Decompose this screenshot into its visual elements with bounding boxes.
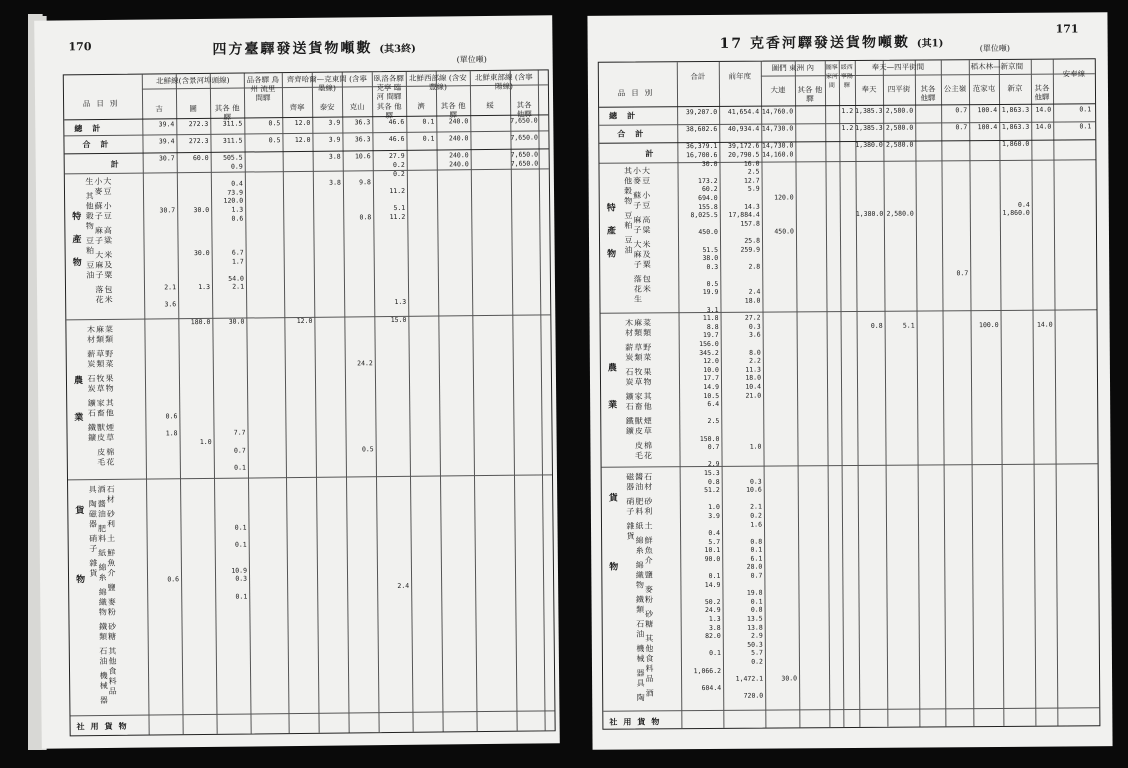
col-values: 14,760.0 14,730.0 14,730.0 14,160.0 120.0 450.0 30.0 [761, 107, 798, 683]
grand-total-label: 總計 [74, 122, 111, 134]
header-group: 品各驛 鳥州 流里 間驛 [246, 75, 280, 103]
col-header: 綏 [486, 100, 494, 111]
title-sub: (其3終) [379, 43, 416, 56]
unit-label: (單位噸) [979, 43, 1010, 54]
col-header: 其各 他驛 [1034, 83, 1050, 102]
col-values: 272.3 272.3 60.0 30.0 30.0 1.3 180.0 1.0 [188, 119, 212, 446]
col-header: 公主嶺 [943, 84, 967, 94]
col-header: 其各 他驛 [920, 84, 936, 103]
col-values: 0.1 0.1 [1079, 105, 1092, 131]
header-group: 綏西 寧陽 驛 [840, 63, 853, 90]
section-label: 貨物 [73, 505, 85, 644]
item-labels: 菜類 野菜 果物 其他 煙草 棉花 麻類 草類 牧草 家畜 獸皮 皮毛 木材 薪炭 石炭 鑛石 鐵鑛 [624, 318, 653, 462]
grand-total-label: 總計 [609, 110, 646, 121]
total-label: 合計 [82, 138, 119, 150]
col-values: 14.0 14.0 14.0 [1035, 105, 1053, 329]
col-header: 圖 [189, 104, 197, 114]
col-values: 7,650.0 7,650.0 7,650.0 7,650.0 [510, 116, 539, 168]
page-title [212, 37, 415, 59]
data-table [63, 69, 556, 736]
header-group: 合計 [690, 72, 706, 82]
col-header: 泰安 [319, 102, 335, 112]
col-header: 其各 他驛 [797, 85, 823, 104]
col-values: 311.5 311.5 505.5 0.9 0.4 73.9 120.0 1.3 0.6 6.7 1.7 54.0 2.1 30.0 7.7 0.7 0.1 0.1 0.1 10.9 0.3 0.1 [222, 119, 248, 601]
footer-label: 社用貨物 [76, 720, 133, 732]
col-values: 1,385.3 1,385.3 1,380.0 1,380.0 0.8 [855, 106, 884, 330]
header-group: 奉天—四平街間 [871, 62, 925, 72]
page-title [720, 31, 944, 53]
col-header: 奉天 [861, 84, 877, 94]
header-group: 前年度 [728, 71, 752, 81]
col-values: 100.4 100.4 100.0 [977, 105, 999, 329]
data-table [598, 58, 1101, 729]
subtotal-label: 計 [110, 158, 129, 169]
title-sub: (其1) [916, 38, 944, 50]
unit-label: (單位噸) [456, 54, 487, 65]
header-group: 北鮮西部線 (含安豐線) [408, 73, 467, 92]
section-label: 農業 [605, 362, 617, 437]
item-labels: 石材 砂利 土 鮮魚介 鹽 麥粉 砂糖 其他食料品 酒 醬油 肥料 紙 綿糸 綿織物 鐵類 石油 機械 器具 陶磁器 硝子 雜貨 [625, 472, 655, 704]
col-header: 其各 他驛 [440, 101, 466, 120]
col-values: 0.5 0.5 [268, 119, 281, 145]
header-group: 北鮮東部線 (含寧陽線) [474, 72, 533, 91]
page-number: 170 [68, 40, 92, 54]
col-header: 新京 [1007, 83, 1023, 93]
total-label: 合計 [617, 128, 654, 139]
header-group: 齊齊哈爾—克東間 (含寧墨線) [286, 74, 368, 93]
subtotal-label: 計 [645, 148, 664, 159]
section-label: 特產物 [70, 211, 81, 281]
section-label: 特產物 [604, 202, 616, 272]
col-values: 1,863.3 1,863.3 1,860.0 0.4 1,860.0 [1001, 105, 1030, 218]
col-header: 濟 [417, 101, 425, 111]
section-label: 農業 [71, 375, 83, 450]
col-header: 齊寧 [289, 102, 305, 113]
col-values: 0.7 0.7 0.7 [955, 106, 969, 278]
title-text: 克香河驛發送貨物噸數 [749, 34, 911, 52]
col-values: 3.9 3.9 3.8 3.8 [328, 118, 341, 187]
col-values: 12.0 12.0 12.0 [294, 118, 313, 325]
col-values: 41,654.4 40,934.4 39,172.6 20,790.5 16.0 2.5 12.7 5.9 14.3 17,884.4 157.8 25.8 259.9 2.8 2.4 18.0 27.2 0.3 3.6 8.0 2.2 11.3 18.0 10.4 21.0 1.0 0.3 10.6 2.1 0.2 1.6 0.8 0.1 6.1 28.0 0.7 19.8 0.1 0.8 13.5 13.8 2.9 50.3 5.7 0.2 1,472.1 720.0 [727, 107, 764, 701]
footer-label: 社用貨物 [609, 716, 666, 727]
header-group: 圖們 東洲 內 [771, 63, 814, 73]
right-page [587, 12, 1112, 750]
col-values: 39.4 39.4 30.7 30.7 2.1 3.6 0.6 1.8 0.6 [158, 120, 180, 584]
title-number: 17 [719, 35, 744, 52]
col-header: 其各 他驛 [376, 101, 402, 121]
col-header: 大連 [770, 85, 786, 95]
col-header: 克山 [349, 102, 365, 112]
col-values: 240.0 240.0 240.0 240.0 [448, 117, 469, 169]
col-header: 吉 [155, 104, 163, 114]
col-values: 2,580.0 2,580.0 2,580.0 2,580.0 5.1 [885, 106, 915, 330]
col-values: 0.1 0.1 [422, 117, 435, 143]
section-label: 貨物 [606, 492, 618, 631]
col-header: 品目別 [617, 88, 659, 98]
col-values: 46.6 46.6 27.9 0.2 0.2 11.2 5.1 11.2 1.3 15.0 2.4 [388, 117, 410, 591]
header-group: 北鮮線(含景河埠頭線) [156, 75, 230, 86]
header-group: 安奉線 [1062, 69, 1086, 79]
left-page [34, 15, 560, 748]
header-group: 臥洛各驛 克寧 臨河 間驛 [373, 73, 404, 102]
item-labels: 石材 砂利 土 鮮魚介 鹽 麥粉 砂糖 其他食料品 酒 醬油 肥料 紙 綿糸 綿織物 鐵類 石油 機械 器具 陶磁器 硝子 雜貨 [88, 484, 118, 706]
item-labels: 菜類 野菜 果物 其他 煙草 棉花 麻類 草類 牧草 家畜 獸皮 皮毛 木材 薪炭 石炭 鑛石 鐵鑛 [86, 324, 115, 468]
col-header: 范家屯 [972, 83, 996, 94]
col-header: 四平街 [887, 84, 911, 94]
title-text: 四方臺驛發送貨物噸數 [212, 40, 373, 58]
header-group: 稻木林—新京間 [970, 61, 1024, 72]
item-labels: 大豆 小豆 高粱 米及粟 包米 小麥 蘇子 麻子 大麻子 落花生 其他穀物 豆粕 豆油 [84, 176, 114, 306]
header-group: 圖寧 家河 間 [825, 64, 838, 90]
page-number: 171 [1055, 22, 1079, 36]
col-header: 其各 他驛 [516, 100, 532, 119]
col-values: 36.3 36.3 10.6 9.8 0.8 24.2 0.5 [354, 118, 374, 453]
col-values: 39,207.0 38,602.6 36,379.1 16,700.6 30.0 173.2 60.2 694.0 155.8 8,025.5 450.0 51.5 38.0 0.3 0.5 19.9 3.1 11.8 8.8 19.7 156.0 345.2 12.0 10.0 17.7 14.9 10.5 6.4 2.5 150.0 0.7 2.9 15.3 0.8 51.2 1.0 3.9 0.4 5.7 10.1 90.0 0.1 14.9 50.2 24.9 1.3 3.8 82.0 0.1 1,066.2 604.4 [685, 107, 722, 692]
col-header: 其各 他驛 [214, 103, 240, 122]
col-header: 品目別 [82, 98, 124, 109]
item-labels: 大豆 小豆 高粱 米及粟 包米 小麥 蘇子 麻子 大麻子 落花生 其他穀物 豆粕 豆油 [623, 166, 652, 305]
col-values: 1.2 1.2 [841, 106, 854, 133]
